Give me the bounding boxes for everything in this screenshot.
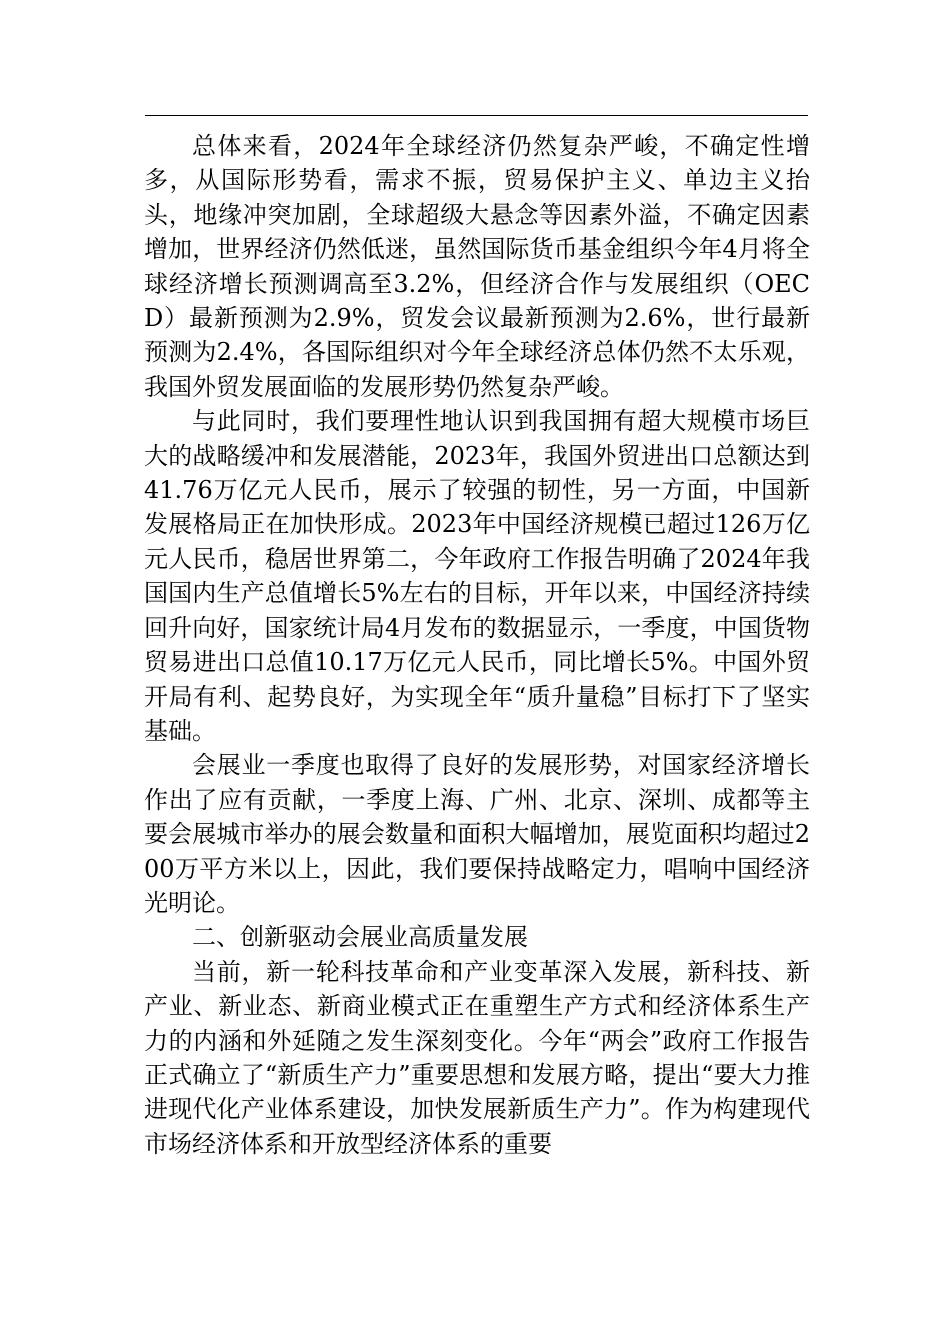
paragraph-china-potential: 与此同时，我们要理性地认识到我国拥有超大规模市场巨大的战略缓冲和发展潜能，2023年，我国外贸进出口总额达到41.76万亿元人民币，展示了较强的韧性，另一方面，中国新发展格局正在加快形成。2023年中国经济规模已超过126万亿元人民币，稳居世界第二，今年政府工作报告明确了2024年我国国内生产总值增长5%左右的目标，开年以来，中国经济持续回升向好，国家统计局4月发布的数据显示，一季度，中国货物贸易进出口总值10.17万亿元人民币，同比增长5%。中国外贸开局有利、起势良好，为实现全年“质升量稳”目标打下了坚实基础。 — [144, 407, 810, 745]
paragraph-global-outlook: 总体来看，2024年全球经济仍然复杂严峻，不确定性增多，从国际形势看，需求不振，贸易保护主义、单边主义抬头，地缘冲突加剧，全球超级大悬念等因素外溢，不确定因素增加，世界经济仍然低迷，虽然国际货币基金组织今年4月将全球经济增长预测调高至3.2%，但经济合作与发展组织（OECD）最新预测为2.9%，贸发会议最新预测为2.6%，世行最新预测为2.4%，各国际组织对今年全球经济总体仍然不太乐观，我国外贸发展面临的发展形势仍然复杂严峻。 — [144, 132, 810, 401]
section-heading: 二、创新驱动会展业高质量发展 — [192, 923, 528, 952]
paragraph-exhibition-industry: 会展业一季度也取得了良好的发展形势，对国家经济增长作出了应有贡献，一季度上海、广州、北京、深圳、成都等主要会展城市举办的展会数量和面积大幅增加，展览面积均超过200万平方米以上，因此，我们要保持战略定力，唱响中国经济光明论。 — [144, 751, 810, 917]
paragraph-innovation: 当前，新一轮科技革命和产业变革深入发展，新科技、新产业、新业态、新商业模式正在重塑生产方式和经济体系生产力的内涵和外延随之发生深刻变化。今年“两会”政府工作报告正式确立了“新质生产力”重要思想和发展方略，提出“要大力推进现代化产业体系建设，加快发展新质生产力”。作为构建现代市场经济体系和开放型经济体系的重要 — [144, 957, 810, 1158]
document-body — [144, 129, 810, 1161]
header-divider — [145, 115, 808, 116]
